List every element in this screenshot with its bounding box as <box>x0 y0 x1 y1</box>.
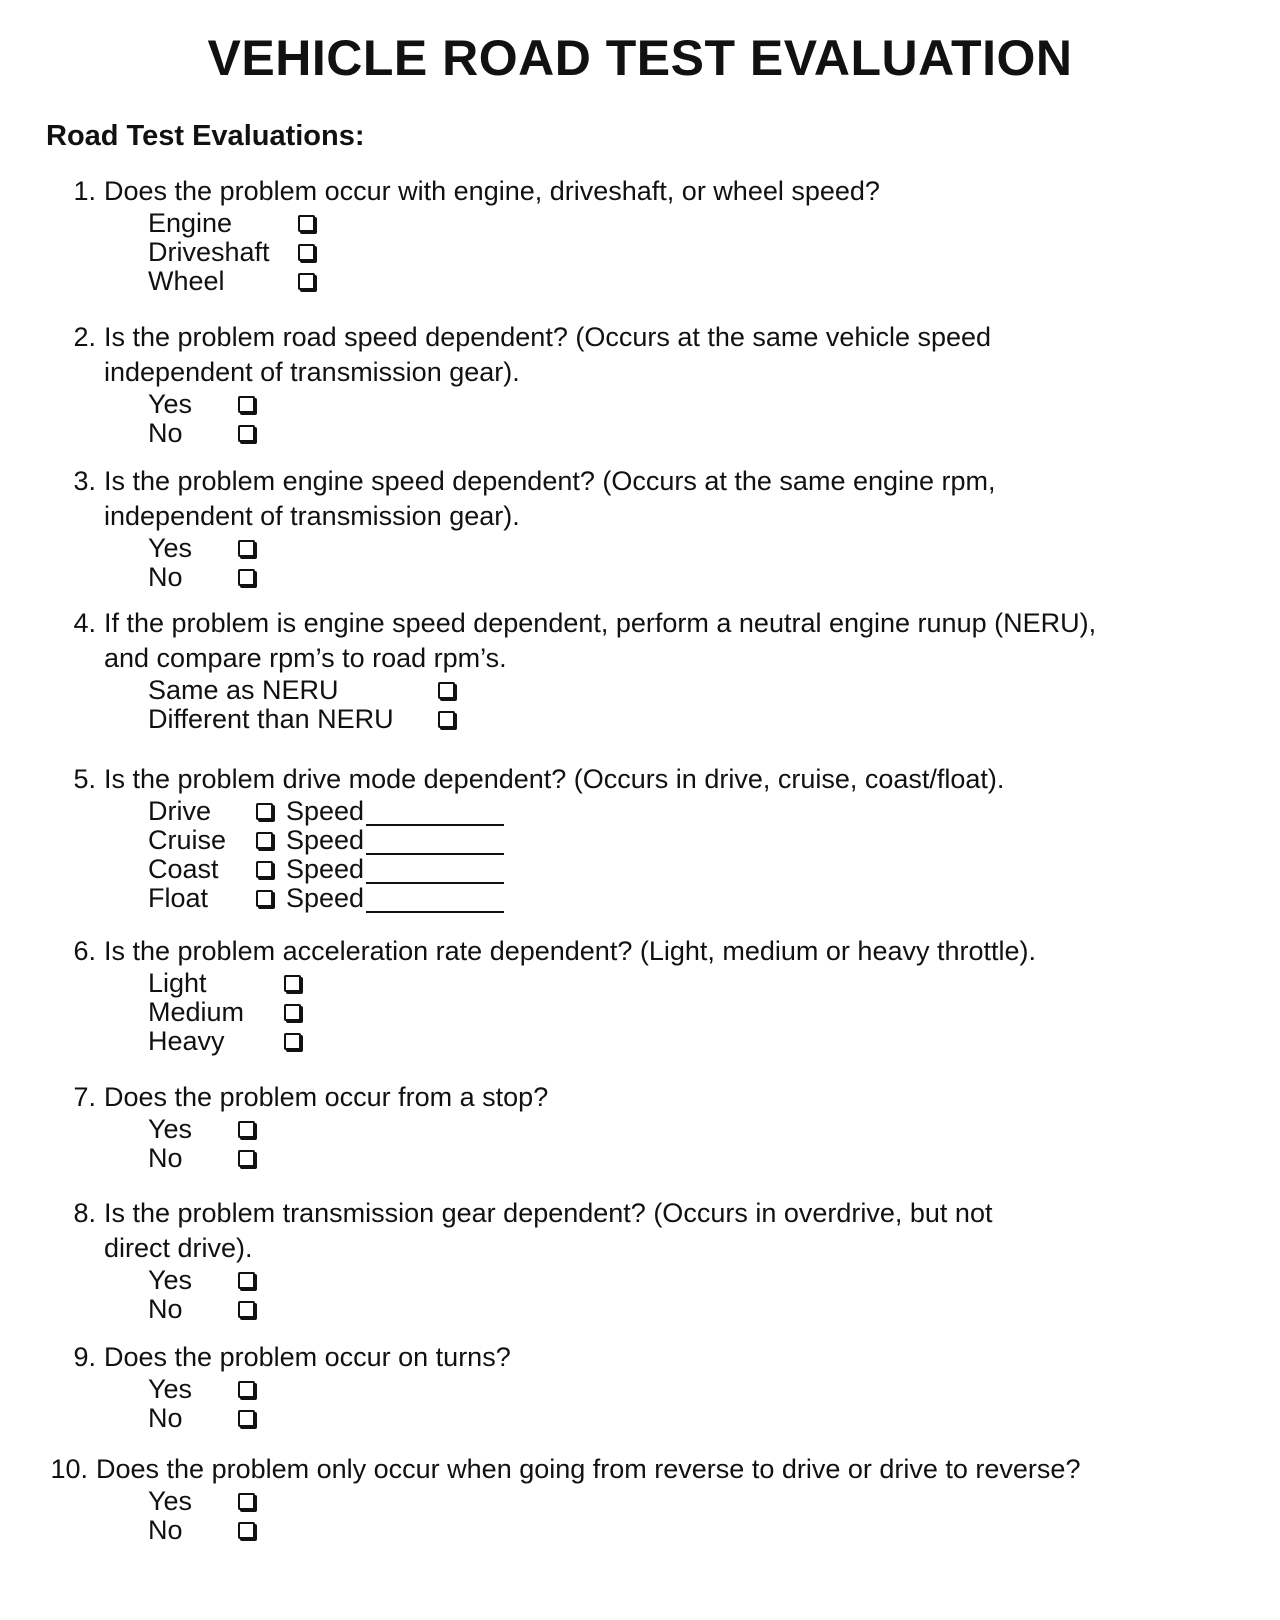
question-text: If the problem is engine speed dependent, perform a neutral engine runup (NERU), and compare rpm’s to road rpm’s. <box>104 608 1097 673</box>
question-text: Is the problem transmission gear dependent? (Occurs in overdrive, but not direct drive). <box>104 1198 993 1263</box>
question-number: 4. <box>73 608 96 638</box>
checkbox-yes[interactable] <box>238 1381 255 1398</box>
speed-blank[interactable] <box>366 802 504 826</box>
speed-field-coast[interactable] <box>286 855 536 884</box>
question-7 <box>62 1080 1242 1173</box>
speed-field-float[interactable] <box>286 884 536 913</box>
checkbox-float[interactable] <box>256 890 273 907</box>
question-text: Is the problem engine speed dependent? (Occurs at the same engine rpm, independent of transmission gear). <box>104 466 996 531</box>
question-number: 8. <box>73 1198 96 1228</box>
checkbox-different-than-neru[interactable] <box>438 711 455 728</box>
checkbox-heavy[interactable] <box>284 1033 301 1050</box>
question-text: Does the problem occur on turns? <box>104 1342 511 1372</box>
speed-blank[interactable] <box>366 831 504 855</box>
option-label-no: No <box>148 1403 183 1433</box>
question-2 <box>62 320 1242 448</box>
speed-label: Speed <box>286 825 365 855</box>
checkbox-wheel[interactable] <box>298 273 315 290</box>
question-text: Is the problem drive mode dependent? (Occurs in drive, cruise, coast/float). <box>104 764 1005 794</box>
question-1 <box>62 174 1242 296</box>
question-number: 2. <box>73 322 96 352</box>
checkbox-yes[interactable] <box>238 540 255 557</box>
checkbox-light[interactable] <box>284 975 301 992</box>
question-text: Is the problem road speed dependent? (Occurs at the same vehicle speed independent of transmission gear). <box>104 322 992 387</box>
option-label-no: No <box>148 1143 183 1173</box>
option-label-yes: Yes <box>148 389 193 419</box>
section-heading: Road Test Evaluations: <box>46 120 365 152</box>
checkbox-drive[interactable] <box>256 803 273 820</box>
question-4 <box>62 606 1242 734</box>
speed-blank[interactable] <box>366 889 504 913</box>
option-label-yes: Yes <box>148 1374 193 1404</box>
checkbox-engine[interactable] <box>298 215 315 232</box>
speed-field-drive[interactable] <box>286 797 536 826</box>
checkbox-no[interactable] <box>238 1301 255 1318</box>
checkbox-yes[interactable] <box>238 1272 255 1289</box>
speed-label: Speed <box>286 854 365 884</box>
speed-label: Speed <box>286 796 365 826</box>
option-label-cruise: Cruise <box>148 825 227 855</box>
option-label-engine: Engine <box>148 208 233 238</box>
option-label-no: No <box>148 418 183 448</box>
option-label-different-than-neru: Different than NERU <box>148 704 394 734</box>
option-label-yes: Yes <box>148 1114 193 1144</box>
speed-label: Speed <box>286 883 365 913</box>
checkbox-no[interactable] <box>238 569 255 586</box>
question-6 <box>62 934 1242 1056</box>
checkbox-coast[interactable] <box>256 861 273 878</box>
question-number: 5. <box>73 764 96 794</box>
question-text: Does the problem occur from a stop? <box>104 1082 549 1112</box>
checkbox-driveshaft[interactable] <box>298 244 315 261</box>
question-number: 3. <box>73 466 96 496</box>
option-label-no: No <box>148 562 183 592</box>
checkbox-no[interactable] <box>238 425 255 442</box>
option-label-float: Float <box>148 883 209 913</box>
option-label-heavy: Heavy <box>148 1026 225 1056</box>
option-label-coast: Coast <box>148 854 219 884</box>
checkbox-cruise[interactable] <box>256 832 273 849</box>
question-number: 6. <box>73 936 96 966</box>
checkbox-medium[interactable] <box>284 1004 301 1021</box>
question-number: 1. <box>73 176 96 206</box>
question-9 <box>62 1340 1242 1433</box>
option-label-drive: Drive <box>148 796 212 826</box>
checkbox-yes[interactable] <box>238 1121 255 1138</box>
question-text: Does the problem only occur when going from reverse to drive or drive to reverse? <box>96 1454 1081 1484</box>
option-label-medium: Medium <box>148 997 245 1027</box>
option-label-no: No <box>148 1294 183 1324</box>
question-number: 9. <box>73 1342 96 1372</box>
option-label-light: Light <box>148 968 207 998</box>
checkbox-no[interactable] <box>238 1410 255 1427</box>
question-text: Is the problem acceleration rate dependent? (Light, medium or heavy throttle). <box>104 936 1037 966</box>
option-label-wheel: Wheel <box>148 266 225 296</box>
checkbox-yes[interactable] <box>238 1493 255 1510</box>
option-label-same-as-neru: Same as NERU <box>148 675 339 705</box>
question-number: 10. <box>50 1454 88 1484</box>
speed-field-cruise[interactable] <box>286 826 536 855</box>
question-8 <box>62 1196 1242 1324</box>
question-5 <box>62 762 1242 913</box>
option-label-driveshaft: Driveshaft <box>148 237 270 267</box>
checkbox-yes[interactable] <box>238 396 255 413</box>
option-label-yes: Yes <box>148 1265 193 1295</box>
question-10 <box>50 1452 1242 1545</box>
question-3 <box>62 464 1242 592</box>
checkbox-no[interactable] <box>238 1522 255 1539</box>
question-number: 7. <box>73 1082 96 1112</box>
page-title: VEHICLE ROAD TEST EVALUATION <box>207 30 1073 86</box>
question-text: Does the problem occur with engine, driveshaft, or wheel speed? <box>104 176 880 206</box>
speed-blank[interactable] <box>366 860 504 884</box>
checkbox-same-as-neru[interactable] <box>438 682 455 699</box>
option-label-yes: Yes <box>148 533 193 563</box>
option-label-no: No <box>148 1515 183 1545</box>
option-label-yes: Yes <box>148 1486 193 1516</box>
checkbox-no[interactable] <box>238 1150 255 1167</box>
